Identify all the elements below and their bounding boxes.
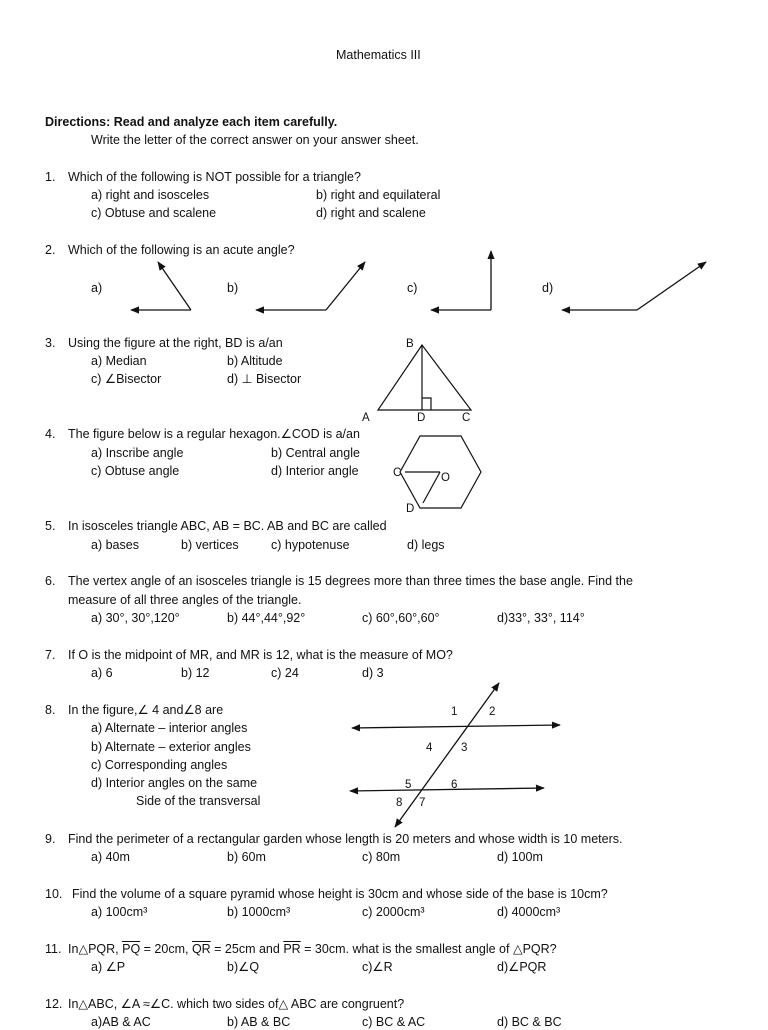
q3-label-a: A xyxy=(362,412,370,424)
q8-transversal-figure xyxy=(350,683,560,827)
directions-heading: Directions: Read and analyze each item carefully. xyxy=(45,115,338,129)
q8-text: In the figure,∠ 4 and∠8 are xyxy=(68,703,224,717)
q5-option-d: d) legs xyxy=(407,538,445,552)
q9-option-b: b) 60m xyxy=(227,850,266,864)
q6-text-line2: measure of all three angles of the triangle. xyxy=(68,593,302,607)
q9-text: Find the perimeter of a rectangular garden whose length is 20 meters and whose width is 10 meters. xyxy=(68,832,623,846)
q2-number: 2. xyxy=(45,243,56,257)
q3-text: Using the figure at the right, BD is a/an xyxy=(68,336,283,350)
q11-option-c: c)∠R xyxy=(362,960,393,974)
q4-label-o: O xyxy=(441,472,450,484)
q6-text: The vertex angle of an isosceles triangle is 15 degrees more than three times the base angle. Find the xyxy=(68,574,633,588)
q5-number: 5. xyxy=(45,519,56,533)
q4-option-a: a) Inscribe angle xyxy=(91,446,184,460)
q1-text: Which of the following is NOT possible for a triangle? xyxy=(68,170,361,184)
q8-option-a: a) Alternate – interior angles xyxy=(91,721,248,735)
q11-option-b: b)∠Q xyxy=(227,960,260,974)
q7-option-b: b) 12 xyxy=(181,666,210,680)
q8-angle-label-8: 8 xyxy=(396,797,403,809)
q8-option-c: c) Corresponding angles xyxy=(91,758,228,772)
q12-option-b: b) AB & BC xyxy=(227,1015,291,1029)
q4-label-d: D xyxy=(406,503,415,515)
q12-option-c: c) BC & AC xyxy=(362,1015,426,1029)
q4-text: The figure below is a regular hexagon.∠COD is a/an xyxy=(68,427,360,441)
q10-option-a: a) 100cm³ xyxy=(91,905,148,919)
q5-text: In isosceles triangle ABC, AB = BC. AB and BC are called xyxy=(68,519,387,533)
q1-option-b: b) right and equilateral xyxy=(316,188,441,202)
q1-option-d: d) right and scalene xyxy=(316,206,426,220)
q7-option-d: d) 3 xyxy=(362,666,384,680)
q10-number: 10. xyxy=(45,887,63,901)
q10-text: Find the volume of a square pyramid whose height is 30cm and whose side of the base is 10cm? xyxy=(72,887,608,901)
q12-option-a: a)AB & AC xyxy=(91,1015,151,1029)
q8-option-b: b) Alternate – exterior angles xyxy=(91,740,251,754)
q3-number: 3. xyxy=(45,336,56,350)
q2-angle-c xyxy=(431,251,491,310)
q8-angle-label-1: 1 xyxy=(451,706,458,718)
q6-number: 6. xyxy=(45,574,56,588)
q8-angle-label-5: 5 xyxy=(405,779,412,791)
q2-option-a: a) xyxy=(91,281,103,295)
q3-option-c: c) ∠Bisector xyxy=(91,372,162,386)
q10-option-b: b) 1000cm³ xyxy=(227,905,291,919)
q3-triangle-figure xyxy=(378,345,471,410)
q7-option-a: a) 6 xyxy=(91,666,113,680)
q8-angle-label-3: 3 xyxy=(461,742,468,754)
q3-label-c: C xyxy=(462,412,471,424)
q2-option-c: c) xyxy=(407,281,418,295)
q8-option-d-continued: Side of the transversal xyxy=(136,794,261,808)
q4-option-d: d) Interior angle xyxy=(271,464,359,478)
q2-option-d: d) xyxy=(542,281,554,295)
q11-text: In△PQR, $\overline{PQ} = 20cm$, $\overline{QR} = 25cm$ and $\overline{PR} = 30cm$. what is the smallest angle of △PQR? xyxy=(68,942,557,956)
q12-text: In△ABC, ∠A ≈∠C. which two sides of△ ABC are congruent? xyxy=(68,997,405,1011)
q10-option-d: d) 4000cm³ xyxy=(497,905,561,919)
q8-angle-label-6: 6 xyxy=(451,779,458,791)
q2-angle-a xyxy=(131,262,191,310)
q12-option-d: d) BC & BC xyxy=(497,1015,562,1029)
q8-number: 8. xyxy=(45,703,56,717)
q3-option-d: d) ⊥ Bisector xyxy=(227,372,302,386)
q11-option-a: a) ∠P xyxy=(91,960,126,974)
q4-number: 4. xyxy=(45,427,56,441)
q1-option-a: a) right and isosceles xyxy=(91,188,210,202)
q12-number: 12. xyxy=(45,997,63,1011)
q11-number: 11. xyxy=(45,942,62,956)
q1-number: 1. xyxy=(45,170,56,184)
q7-option-c: c) 24 xyxy=(271,666,299,680)
q6-option-c: c) 60°,60°,60° xyxy=(362,611,440,625)
q8-angle-label-7: 7 xyxy=(419,797,426,809)
q9-option-a: a) 40m xyxy=(91,850,130,864)
q2-angle-b xyxy=(256,262,365,310)
q7-number: 7. xyxy=(45,648,56,662)
q9-option-d: d) 100m xyxy=(497,850,543,864)
q8-option-d: d) Interior angles on the same xyxy=(91,776,258,790)
q3-option-b: b) Altitude xyxy=(227,354,283,368)
q3-option-a: a) Median xyxy=(91,354,147,368)
q2-angle-d xyxy=(562,262,706,310)
q5-option-b: b) vertices xyxy=(181,538,239,552)
q5-option-a: a) bases xyxy=(91,538,139,552)
page-title: Mathematics III xyxy=(336,48,421,62)
q7-text: If O is the midpoint of MR, and MR is 12, what is the measure of MO? xyxy=(68,648,453,662)
q4-option-b: b) Central angle xyxy=(271,446,360,460)
q5-option-c: c) hypotenuse xyxy=(271,538,350,552)
q6-option-b: b) 44°,44°,92° xyxy=(227,611,306,625)
q10-option-c: c) 2000cm³ xyxy=(362,905,425,919)
q2-option-b: b) xyxy=(227,281,239,295)
q9-number: 9. xyxy=(45,832,56,846)
q8-angle-label-2: 2 xyxy=(489,706,496,718)
q6-option-a: a) 30°, 30°,120° xyxy=(91,611,180,625)
q9-option-c: c) 80m xyxy=(362,850,401,864)
q1-option-c: c) Obtuse and scalene xyxy=(91,206,217,220)
q6-option-d: d)33°, 33°, 114° xyxy=(497,611,585,625)
q4-option-c: c) Obtuse angle xyxy=(91,464,180,478)
q11-option-d: d)∠PQR xyxy=(497,960,547,974)
q4-label-c: C xyxy=(393,467,402,479)
directions-instruction: Write the letter of the correct answer on your answer sheet. xyxy=(91,133,419,147)
q3-label-b: B xyxy=(406,338,414,350)
q8-angle-label-4: 4 xyxy=(426,742,433,754)
q2-text: Which of the following is an acute angle? xyxy=(68,243,295,257)
q3-label-d: D xyxy=(417,412,426,424)
